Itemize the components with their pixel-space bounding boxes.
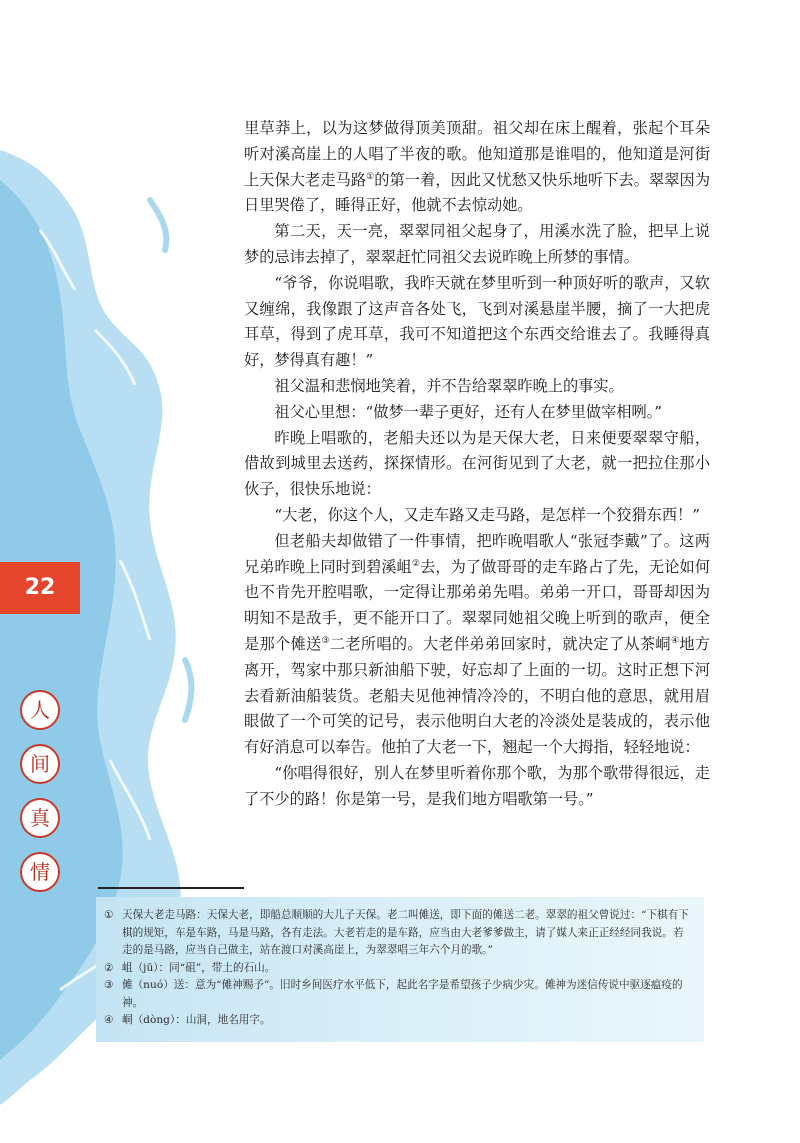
- footnote: [104, 1012, 690, 1030]
- footnote-text: 岨（jū）：同“砠”，带土的石山。: [122, 961, 276, 974]
- paragraph: 里草莽上，以为这梦做得顶美顶甜。祖父却在床上醒着，张起个耳朵听对溪高崖上的人唱了半夜的歌。他知道那是谁唱的，他知道是河街上天保大老走马路①的第一着，因此又忧愁又快乐地听下去。翠翠因为日里哭倦了，睡得正好，他就不去惊动她。: [244, 119, 711, 215]
- footnote-ref[interactable]: ④: [670, 635, 680, 646]
- paragraph: “大老，你这个人，又走车路又走马路，是怎样一个狡猾东西！”: [274, 505, 700, 524]
- paragraph: 祖父温和悲悯地笑着，并不告给翠翠昨晚上的事实。: [274, 376, 624, 395]
- paragraph: 祖父心里想：“做梦一辈子更好，还有人在梦里做宰相咧。”: [274, 402, 663, 421]
- page-number: 22: [0, 562, 80, 614]
- footnote: [104, 977, 690, 1012]
- footnotes: [96, 897, 704, 1042]
- footnote-text: 峒（dòng）：山洞，地名用字。: [122, 1014, 271, 1026]
- footnote: [104, 907, 690, 960]
- series-char: 真: [20, 798, 60, 838]
- paragraph: 昨晚上唱歌的，老船夫还以为是天保大老，日来便要翠翠守船，借故到城里去送药，探探情形。在河街见到了大老，就一把拉住那小伙子，很快乐地说：: [244, 428, 710, 499]
- footnote-mark: ③: [104, 979, 114, 991]
- paragraph: “爷爷，你说唱歌，我昨天就在梦里听到一种顶好听的歌声，又软又缠绵，我像跟了这声音各处飞，飞到对溪悬崖半腰，摘了一大把虎耳草，得到了虎耳草，我可不知道把这个东西交给谁去了。我睡得真好，梦得真有趣！”: [244, 273, 710, 370]
- footnote-ref[interactable]: ③: [321, 635, 330, 646]
- series-title: [20, 690, 80, 906]
- footnote: [104, 960, 690, 978]
- footnote-text: 天保大老走马路：天保大老，即船总顺顺的大儿子天保。老二叫傩送，即下面的傩送二老。翠翠的祖父曾说过：“下棋有下棋的规矩，车是车路，马是马路，各有走法。大老若走的是车路，应当由大老爹爹做主，请了媒人来正正经经同我说。若走的是马路，应当自己做主，站在渡口对溪高崖上，为翠翠唱三年六个月的歌。”: [122, 909, 689, 956]
- footnote-ref[interactable]: ①: [366, 171, 375, 182]
- footnote-ref[interactable]: ②: [411, 558, 421, 569]
- series-char: 人: [20, 690, 60, 730]
- footnote-divider: [98, 887, 244, 889]
- body-text: [244, 116, 710, 813]
- paragraph: 但老船夫却做错了一件事情，把昨晚唱歌人“张冠李戴”了。这两兄弟昨晚上同时到碧溪岨②去，为了做哥哥的走车路占了先，无论如何也不肯先开腔唱歌，一定得让那弟弟先唱。弟弟一开口，哥哥却因为明知不是敌手，更不能开口了。翠翠同她祖父晚上听到的歌声，便全是那个傩送③二老所唱的。大老伴弟弟回家时，就决定了从茶峒④地方离开，驾家中那只新油船下驶，好忘却了上面的一切。这时正想下河去看新油船装货。老船夫见他神情冷冷的，不明白他的意思，就用眉眼做了一个可笑的记号，表示他明白大老的冷淡处是装成的，表示他有好消息可以奉告。他拍了大老一下，翘起一个大拇指，轻轻地说：: [244, 531, 711, 757]
- footnote-mark: ④: [104, 1014, 114, 1026]
- series-char: 情: [20, 852, 60, 892]
- paragraph: “你唱得很好，别人在梦里听着你那个歌，为那个歌带得很远，走了不少的路！你是第一号，是我们地方唱歌第一号。”: [244, 763, 710, 808]
- series-char: 间: [20, 744, 60, 784]
- paragraph: 第二天，天一亮，翠翠同祖父起身了，用溪水洗了脸，把早上说梦的忌讳去掉了，翠翠赶忙同祖父去说昨晚上所梦的事情。: [244, 222, 710, 266]
- footnote-mark: ①: [104, 909, 114, 921]
- footnote-text: 傩（nuó）送：意为“傩神赐予”。旧时乡间医疗水平低下，起此名字是希望孩子少病少灾。傩神为迷信传说中驱逐瘟疫的神。: [122, 979, 683, 1009]
- footnote-mark: ②: [104, 961, 114, 974]
